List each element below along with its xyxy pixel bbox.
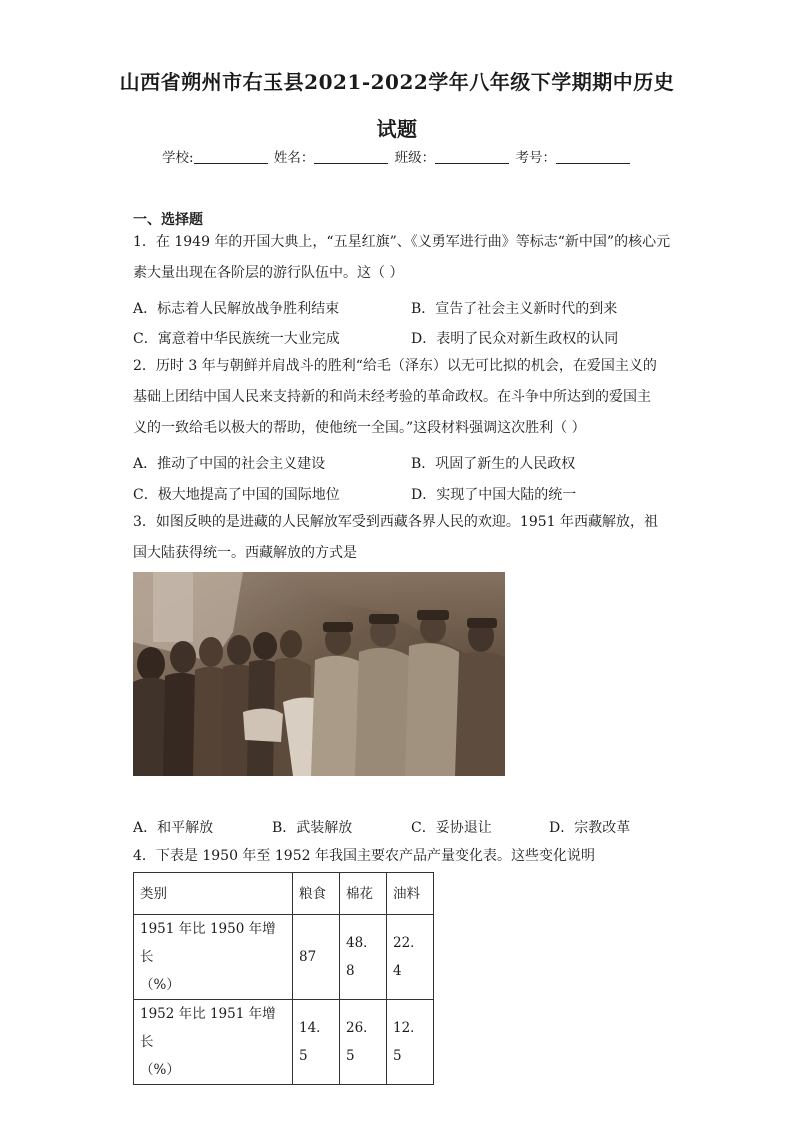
question-line: 2．历时 3 年与朝鲜并肩战斗的胜利“给毛（泽东）以无可比拟的机会，在爱国主义的 — [133, 358, 657, 374]
cell-line: 87 — [299, 949, 317, 965]
question-3-text — [133, 507, 658, 569]
q1-option-d[interactable]: D．表明了民众对新生政权的认同 — [411, 331, 619, 347]
historical-photo — [133, 572, 505, 776]
cell-line: 4 — [393, 963, 402, 979]
table-cell — [293, 1000, 340, 1085]
table-cell — [340, 915, 387, 1000]
table-header-cell: 油料 — [387, 873, 434, 915]
q3-option-c[interactable]: C．妥协退让 — [411, 820, 492, 836]
number-blank[interactable] — [556, 149, 630, 164]
row-label-line: （%） — [140, 1062, 180, 1078]
table-header-cell: 棉花 — [340, 873, 387, 915]
table-row-label — [134, 915, 293, 1000]
document-title-line1: 山西省朔州市右玉县2021-2022学年八年级下学期期中历史 — [119, 70, 675, 94]
table-header-cell: 粮食 — [293, 873, 340, 915]
row-label-line: 1951 年比 1950 年增长 — [140, 921, 276, 965]
question-line: 3．如图反映的是进藏的人民解放军受到西藏各界人民的欢迎。1951 年西藏解放，祖 — [133, 514, 658, 530]
q2-option-b[interactable]: B．巩固了新生的人民政权 — [411, 456, 576, 472]
student-info-line — [0, 146, 794, 166]
question-line: 国大陆获得统一。西藏解放的方式是 — [133, 545, 357, 561]
q3-option-a[interactable]: A．和平解放 — [133, 820, 214, 836]
cell-line: 48． — [346, 935, 377, 951]
cell-line: 5 — [299, 1048, 308, 1064]
cell-line: 22． — [393, 935, 424, 951]
number-label: 考号： — [515, 150, 556, 166]
q1-option-c[interactable]: C．寓意着中华民族统一大业完成 — [133, 331, 340, 347]
name-blank[interactable] — [314, 149, 388, 164]
table-cell — [293, 915, 340, 1000]
q1-option-b[interactable]: B．宣告了社会主义新时代的到来 — [411, 301, 618, 317]
table-row — [134, 1000, 434, 1085]
name-label: 姓名： — [273, 150, 315, 166]
cell-line: 26． — [346, 1020, 377, 1036]
question-line: 4．下表是 1950 年至 1952 年我国主要农产品产量变化表。这些变化说明 — [133, 848, 595, 864]
photo-illustration — [133, 572, 505, 776]
table-header-cell: 类别 — [134, 873, 293, 915]
q2-option-d[interactable]: D．实现了中国大陆的统一 — [411, 487, 577, 503]
q1-option-a[interactable]: A．标志着人民解放战争胜利结束 — [133, 301, 340, 317]
table-cell — [340, 1000, 387, 1085]
question-1-text — [133, 227, 670, 289]
question-4-text — [133, 841, 595, 872]
question-line: 素大量出现在各阶层的游行队伍中。这（ ） — [133, 265, 404, 281]
question-line: 义的一致给毛以极大的帮助，使他统一全国。”这段材料强调这次胜利（ ） — [133, 420, 586, 436]
cell-line: 12． — [393, 1020, 424, 1036]
q3-option-b[interactable]: B．武装解放 — [272, 820, 353, 836]
table-row-label — [134, 1000, 293, 1085]
row-label-line: 1952 年比 1951 年增长 — [140, 1006, 276, 1050]
table-cell — [387, 1000, 434, 1085]
section-heading: 一、选择题 — [133, 212, 203, 228]
class-blank[interactable] — [435, 149, 509, 164]
q2-option-a[interactable]: A．推动了中国的社会主义建设 — [133, 456, 326, 472]
question-line: 基础上团结中国人民来支持新的和尚未经考验的革命政权。在斗争中所达到的爱国主 — [133, 389, 651, 405]
q2-option-c[interactable]: C．极大地提高了中国的国际地位 — [133, 487, 340, 503]
table-row — [134, 915, 434, 1000]
school-blank[interactable] — [194, 149, 268, 164]
production-table — [133, 872, 434, 1085]
question-2-text — [133, 351, 657, 444]
cell-line: 8 — [346, 963, 355, 979]
document-title-line2: 试题 — [376, 117, 418, 141]
q3-option-d[interactable]: D．宗教改革 — [549, 820, 631, 836]
row-label-line: （%） — [140, 977, 180, 993]
school-label: 学校: — [162, 150, 194, 166]
table-cell — [387, 915, 434, 1000]
cell-line: 5 — [346, 1048, 355, 1064]
cell-line: 14． — [299, 1020, 330, 1036]
table-header-row — [134, 873, 434, 915]
class-label: 班级： — [394, 150, 436, 166]
cell-line: 5 — [393, 1048, 402, 1064]
question-line: 1．在 1949 年的开国大典上，“五星红旗”、《义勇军进行曲》等标志“新中国”的核心元 — [133, 234, 671, 250]
